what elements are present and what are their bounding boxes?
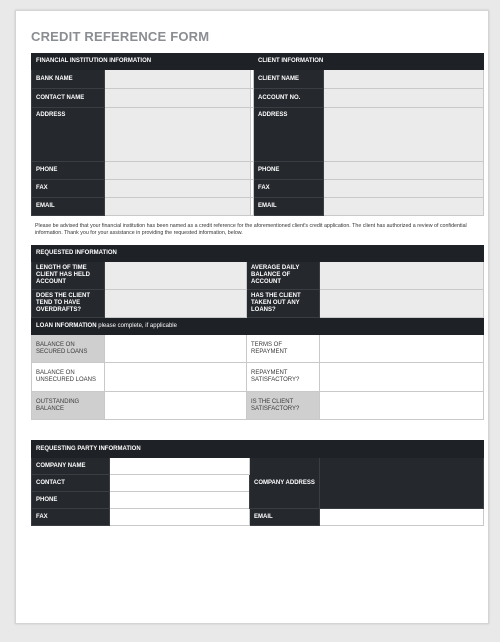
address-label-left: ADDRESS — [32, 108, 105, 162]
contact-name-label: CONTACT NAME — [32, 89, 105, 108]
contact-label: CONTACT — [32, 475, 110, 492]
contact-name-field[interactable] — [105, 89, 251, 108]
client-satisfactory-field[interactable] — [320, 392, 484, 420]
outstanding-balance-label: OUTSTANDING BALANCE — [32, 392, 105, 420]
company-address-field[interactable] — [320, 458, 484, 509]
client-name-label: CLIENT NAME — [254, 70, 324, 89]
client-email-field[interactable] — [324, 198, 484, 216]
overdrafts-field[interactable] — [105, 290, 247, 318]
repayment-satisfactory-label: REPAYMENT SATISFACTORY? — [247, 363, 320, 392]
institution-client-table — [31, 53, 484, 216]
requesting-party-header: REQUESTING PARTY INFORMATION — [32, 441, 484, 458]
fax-label: FAX — [32, 509, 110, 526]
average-balance-label: AVERAGE DAILY BALANCE OF ACCOUNT — [247, 262, 320, 290]
fax-label-right: FAX — [254, 180, 324, 198]
loan-information-title: LOAN INFORMATION — [36, 322, 97, 329]
client-address-field[interactable] — [324, 108, 484, 162]
bank-name-field[interactable] — [105, 70, 251, 89]
page-title: CREDIT REFERENCE FORM — [31, 29, 210, 44]
address-label-right: ADDRESS — [254, 108, 324, 162]
outstanding-balance-field[interactable] — [105, 392, 247, 420]
taken-loans-label: HAS THE CLIENT TAKEN OUT ANY LOANS? — [247, 290, 320, 318]
company-name-label: COMPANY NAME — [32, 458, 110, 475]
account-no-label: ACCOUNT NO. — [254, 89, 324, 108]
balance-unsecured-field[interactable] — [105, 363, 247, 392]
company-address-label-cell — [250, 458, 320, 509]
client-phone-field[interactable] — [324, 162, 484, 180]
email-label: EMAIL — [250, 509, 320, 526]
account-no-field[interactable] — [324, 89, 484, 108]
fax-field[interactable] — [110, 509, 250, 526]
client-information-header: CLIENT INFORMATION — [254, 54, 484, 70]
balance-secured-label: BALANCE ON SECURED LOANS — [32, 335, 105, 363]
loan-information-header — [32, 318, 484, 335]
requesting-party-table — [31, 440, 484, 526]
requested-information-table — [31, 245, 484, 420]
form-page — [15, 10, 489, 624]
phone-label-left: PHONE — [32, 162, 105, 180]
phone-label: PHONE — [32, 492, 110, 509]
taken-loans-field[interactable] — [320, 290, 484, 318]
institution-address-field[interactable] — [105, 108, 251, 162]
repayment-satisfactory-field[interactable] — [320, 363, 484, 392]
terms-label: TERMS OF REPAYMENT — [247, 335, 320, 363]
email-field[interactable] — [320, 509, 484, 526]
email-label-right: EMAIL — [254, 198, 324, 216]
phone-field[interactable] — [110, 492, 250, 509]
institution-email-field[interactable] — [105, 198, 251, 216]
balance-unsecured-label: BALANCE ON UNSECURED LOANS — [32, 363, 105, 392]
terms-field[interactable] — [320, 335, 484, 363]
institution-phone-field[interactable] — [105, 162, 251, 180]
institution-fax-field[interactable] — [105, 180, 251, 198]
email-label-left: EMAIL — [32, 198, 105, 216]
bank-name-label: BANK NAME — [32, 70, 105, 89]
client-fax-field[interactable] — [324, 180, 484, 198]
financial-institution-header: FINANCIAL INSTITUTION INFORMATION — [32, 54, 251, 70]
overdrafts-label: DOES THE CLIENT TEND TO HAVE OVERDRAFTS? — [32, 290, 105, 318]
client-name-field[interactable] — [324, 70, 484, 89]
company-name-field[interactable] — [110, 458, 250, 475]
fax-label-left: FAX — [32, 180, 105, 198]
length-of-time-label: LENGTH OF TIME CLIENT HAS HELD ACCOUNT — [32, 262, 105, 290]
advisory-paragraph: Please be advised that your financial institution has been named as a credit reference for the aforementioned client's credit application. The client has authorized a review of confidential information. Thank you for your assistance in providing the requested information, below. — [35, 223, 467, 236]
average-balance-field[interactable] — [320, 262, 484, 290]
client-satisfactory-label: IS THE CLIENT SATISFACTORY? — [247, 392, 320, 420]
contact-field[interactable] — [110, 475, 250, 492]
length-of-time-field[interactable] — [105, 262, 247, 290]
requested-information-header: REQUESTED INFORMATION — [32, 246, 484, 262]
balance-secured-field[interactable] — [105, 335, 247, 363]
loan-information-note: please complete, if applicable — [98, 322, 177, 329]
company-address-label: COMPANY ADDRESS — [254, 479, 315, 486]
phone-label-right: PHONE — [254, 162, 324, 180]
